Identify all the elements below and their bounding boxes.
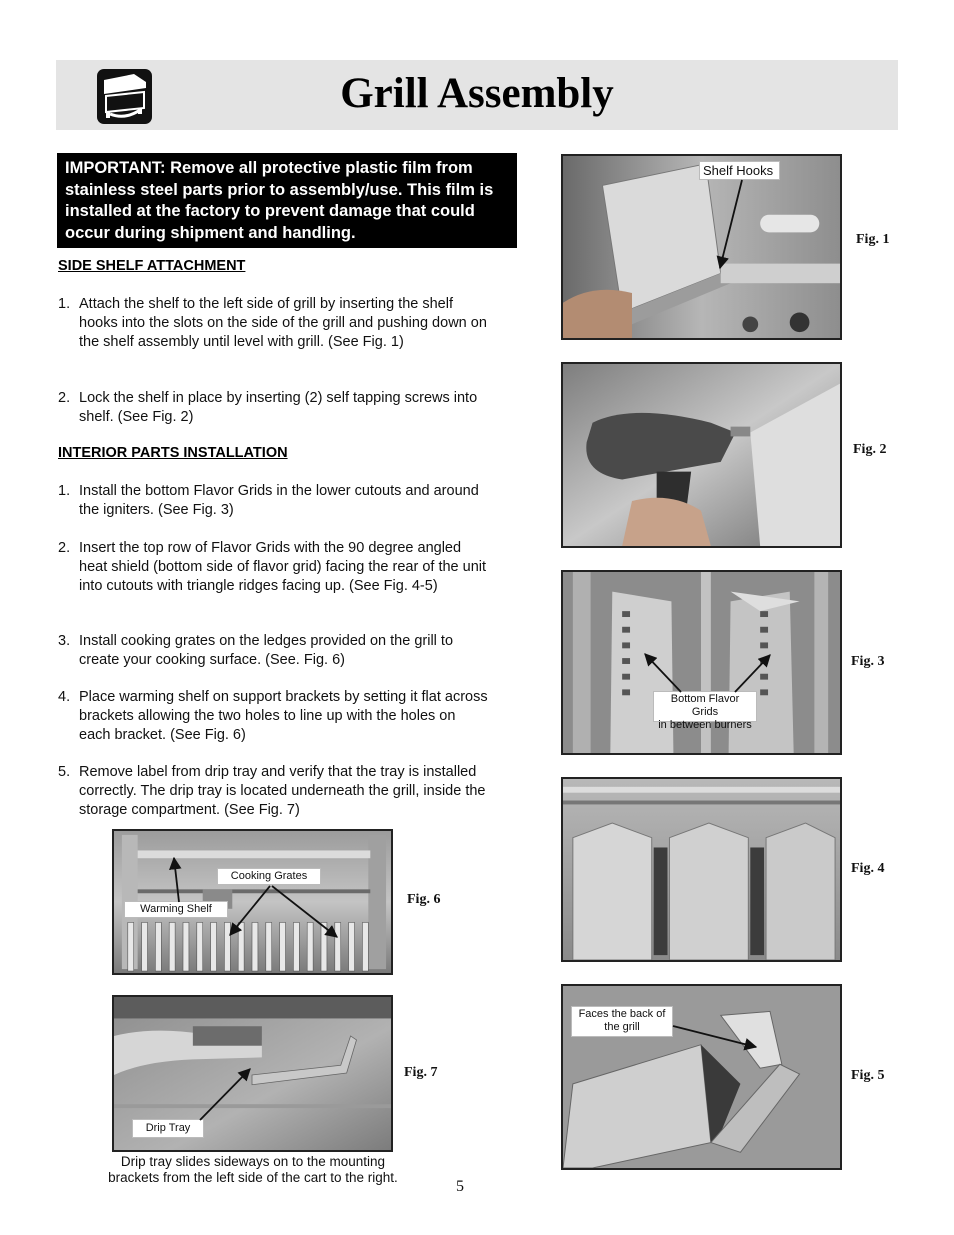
fig6-label: Fig. 6 bbox=[407, 892, 441, 907]
list-item bbox=[58, 763, 488, 819]
fig7-label: Fig. 7 bbox=[404, 1065, 438, 1080]
step-number: 5. bbox=[58, 764, 71, 780]
callout-shelf-hooks: Shelf Hooks bbox=[699, 161, 780, 180]
step-text: Place warming shelf on support brackets by setting it flat across brackets allowing the two holes to line up with the holes on each bracket. (See Fig. 6) bbox=[79, 689, 488, 743]
page-title: Grill Assembly bbox=[340, 70, 614, 117]
list-item bbox=[58, 295, 488, 351]
section-heading-interior: INTERIOR PARTS INSTALLATION bbox=[58, 445, 288, 461]
callout-line: Bottom Flavor Grids bbox=[670, 693, 740, 718]
list-item bbox=[58, 482, 488, 520]
callout-faces-back bbox=[571, 1006, 673, 1037]
callout-line: the grill bbox=[604, 1021, 640, 1033]
step-text: Insert the top row of Flavor Grids with the 90 degree angled heat shield (bottom side of flavor grid) facing the rear of the unit into cutouts with triangle ridges facing up. (See Fig. 4-5) bbox=[79, 540, 487, 594]
fig2-photo bbox=[561, 362, 842, 548]
fig3-label: Fig. 3 bbox=[851, 654, 885, 669]
step-number: 2. bbox=[58, 390, 71, 406]
callout-cooking-grates: Cooking Grates bbox=[217, 868, 321, 885]
fig1-label: Fig. 1 bbox=[856, 232, 890, 247]
list-item bbox=[58, 389, 488, 427]
step-number: 1. bbox=[58, 483, 71, 499]
step-text: Attach the shelf to the left side of grill by inserting the shelf hooks into the slots on the side of the grill and pushing down on the shelf assembly until level with grill. (See Fig. 1) bbox=[79, 296, 487, 350]
callout-warming-shelf: Warming Shelf bbox=[124, 901, 228, 918]
fig4-photo bbox=[561, 777, 842, 962]
step-number: 3. bbox=[58, 633, 71, 649]
step-number: 4. bbox=[58, 689, 71, 705]
list-item bbox=[58, 688, 488, 744]
step-text: Lock the shelf in place by inserting (2) self tapping screws into shelf. (See Fig. 2) bbox=[79, 390, 478, 425]
step-text: Install cooking grates on the ledges provided on the grill to create your cooking surface. (See. Fig. 6) bbox=[79, 633, 454, 668]
fig7-caption: Drip tray slides sideways on to the mounting brackets from the left side of the cart to the right. bbox=[108, 1154, 398, 1185]
step-text: Install the bottom Flavor Grids in the lower cutouts and around the igniters. (See Fig. 3) bbox=[79, 483, 479, 518]
list-item bbox=[58, 539, 488, 595]
fig2-label: Fig. 2 bbox=[853, 442, 887, 457]
step-number: 2. bbox=[58, 540, 71, 556]
step-number: 1. bbox=[58, 296, 71, 312]
fig5-label: Fig. 5 bbox=[851, 1068, 885, 1083]
important-notice: IMPORTANT: Remove all protective plastic film from stainless steel parts prior to assembly/use. This film is installed at the factory to prevent damage that could occur during shipment and handling. bbox=[57, 153, 517, 248]
fig4-label: Fig. 4 bbox=[851, 861, 885, 876]
step-text: Remove label from drip tray and verify that the tray is installed correctly. The drip tray is located underneath the grill, inside the storage compartment. (See Fig. 7) bbox=[79, 764, 486, 818]
header-bar bbox=[56, 60, 898, 130]
page-number: 5 bbox=[456, 1178, 464, 1195]
callout-drip-tray: Drip Tray bbox=[132, 1119, 204, 1138]
callout-line: Faces the back of bbox=[578, 1008, 666, 1020]
callout-bottom-flavor-grids bbox=[653, 691, 757, 731]
list-item bbox=[58, 632, 488, 670]
fig1-photo bbox=[561, 154, 842, 340]
callout-line: in between burners bbox=[658, 719, 752, 731]
section-heading-side-shelf: SIDE SHELF ATTACHMENT bbox=[58, 258, 246, 274]
